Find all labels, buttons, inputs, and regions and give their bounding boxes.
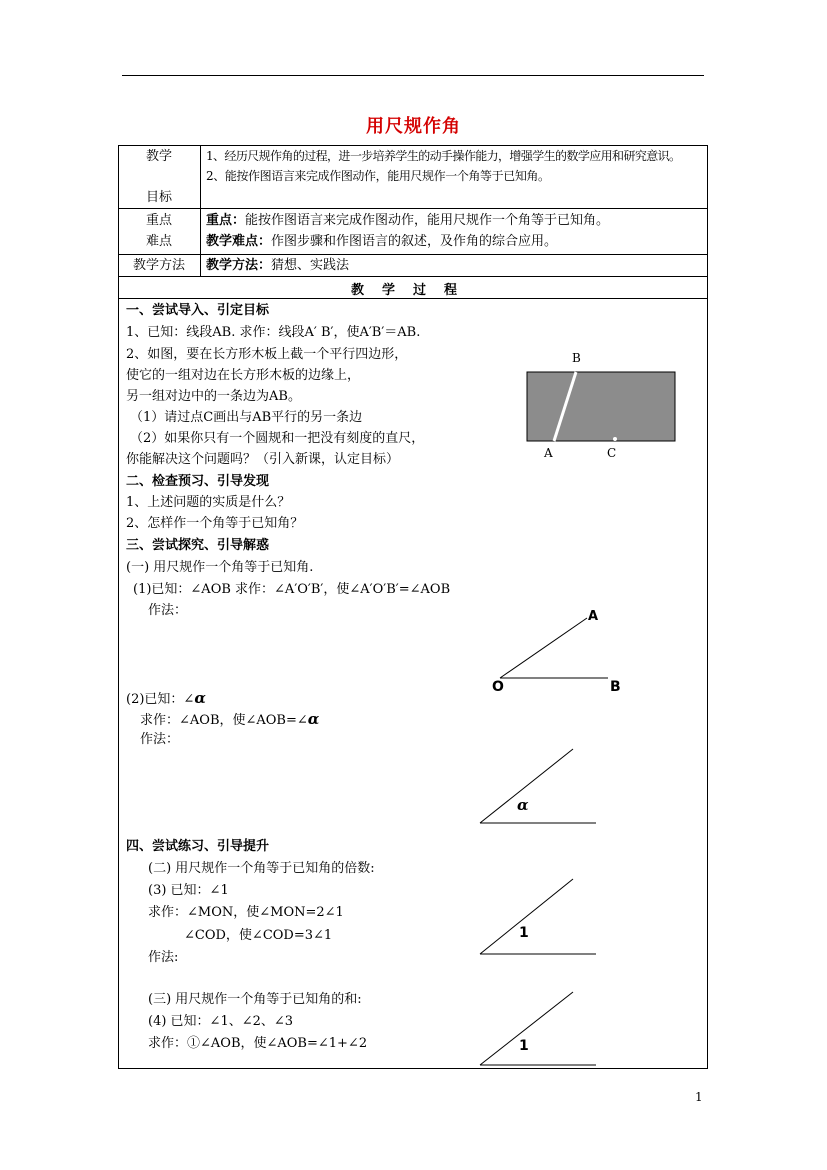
s4-problem-3-method: 作法: xyxy=(148,950,179,965)
angle-alpha-figure xyxy=(478,745,608,830)
difficulty-text: 作图步骤和作图语言的叙述，及作角的综合应用。 xyxy=(271,234,558,249)
key-label-top: 重点 xyxy=(145,213,172,228)
alpha-symbol: α xyxy=(307,710,320,728)
ray-oa xyxy=(500,618,587,678)
fig1-label-b: B xyxy=(610,679,621,695)
s1-item-1: 1、已知：线段AB. 求作：线段A′ B′，使A′B′＝AB. xyxy=(126,325,421,340)
s4-problem-3-known: (3) 已知：∠1 xyxy=(148,883,229,898)
s3-sub-1: (一) 用尺规作一个角等于已知角. xyxy=(126,560,314,575)
angle-aob-figure xyxy=(490,605,630,695)
s4-problem-3-find-1: 求作：∠MON，使∠MON=2∠1 xyxy=(148,905,344,920)
goal-line-2: 2、能按作图语言来完成作图动作，能用尺规作一个角等于已知角。 xyxy=(206,169,550,183)
method-prefix: 教学方法： xyxy=(206,258,272,273)
s1-item-2-line-2: 使它的一组对边在长方形木板的边缘上， xyxy=(126,368,361,383)
method-line xyxy=(206,259,349,273)
s4-problem-3-find-2: ∠COD，使∠COD=3∠1 xyxy=(184,928,333,943)
s1-question-2: （2）如果你只有一个圆规和一把没有刻度的直尺， xyxy=(130,431,425,446)
page-number: 1 xyxy=(695,1090,703,1104)
goal-line-1: 1、经历尺规作角的过程，进一步培养学生的动手操作能力，增强学生的数学应用和研究意识。 xyxy=(206,149,681,163)
p2-known-text: (2)已知：∠ xyxy=(126,692,195,707)
section-4-heading: 四、尝试练习、引导提升 xyxy=(126,839,270,854)
board-label-c: C xyxy=(607,446,617,460)
fig2-alpha-label: α xyxy=(517,796,529,814)
key-point-text: 能按作图语言来完成作图动作，能用尺规作一个角等于已知角。 xyxy=(245,213,610,228)
s2-item-2: 2、怎样作一个角等于已知角？ xyxy=(126,516,304,531)
goals-label-bottom: 目标 xyxy=(145,190,172,205)
angle1-ray-upper xyxy=(480,879,573,954)
s2-item-1: 1、上述问题的实质是什么？ xyxy=(126,495,291,510)
key-label-bottom: 难点 xyxy=(145,234,172,249)
angle-1-figure-b xyxy=(478,989,608,1069)
fig4-angle-label: 1 xyxy=(519,1038,529,1054)
fig3-angle-label: 1 xyxy=(519,925,529,941)
angle-1-figure-a xyxy=(478,876,608,961)
s3-problem-2-find xyxy=(140,711,319,728)
difficulty-prefix: 教学难点： xyxy=(206,234,272,249)
method-value: 猜想、实践法 xyxy=(271,258,350,273)
fig1-label-a: A xyxy=(588,609,599,624)
s1-question-3: 你能解决这个问题吗？（引入新课，认定目标） xyxy=(126,452,400,467)
s4-sub-3: (三) 用尺规作一个角等于已知角的和: xyxy=(148,992,362,1007)
s1-item-2-line-3: 另一组对边中的一条边为AB。 xyxy=(126,389,301,404)
s4-problem-4-known: (4) 已知：∠1、∠2、∠3 xyxy=(148,1014,294,1029)
s4-sub-2: (二) 用尺规作一个角等于已知角的倍数: xyxy=(148,861,375,876)
s1-item-2-line-1: 2、如图，要在长方形木板上截一个平行四边形， xyxy=(126,347,408,362)
method-label: 教学方法 xyxy=(132,258,185,273)
goals-label-top: 教学 xyxy=(145,149,172,164)
board-label-a: A xyxy=(544,446,553,460)
s3-problem-1: (1)已知：∠AOB 求作：∠A′O′B′，使∠A′O′B′=∠AOB xyxy=(133,582,451,597)
row-divider xyxy=(118,254,708,255)
difficulty-line xyxy=(206,235,557,249)
point-c xyxy=(613,437,617,441)
key-point-prefix: 重点： xyxy=(206,213,246,228)
header-rule xyxy=(122,75,704,76)
fig1-label-o: O xyxy=(492,679,504,695)
page-title: 用尺规作角 xyxy=(366,116,461,137)
board-rectangle xyxy=(527,372,675,441)
s1-question-1: （1）请过点C画出与AB平行的另一条边 xyxy=(130,410,363,425)
s3-problem-1-method: 作法： xyxy=(148,603,188,618)
section-2-heading: 二、检查预习、引导发现 xyxy=(126,474,270,489)
board-label-b: B xyxy=(572,351,581,365)
process-header: 教学过程 xyxy=(350,283,475,298)
s3-problem-2-known xyxy=(126,690,206,707)
section-1-heading: 一、尝试导入、引定目标 xyxy=(126,303,270,318)
s4-problem-4-find: 求作：①∠AOB，使∠AOB=∠1+∠2 xyxy=(148,1036,368,1051)
key-point-line xyxy=(206,214,609,228)
row-divider xyxy=(118,208,708,209)
alpha-symbol: α xyxy=(194,689,206,707)
p2-find-text: 求作：∠AOB，使∠AOB=∠ xyxy=(140,713,308,728)
row-divider xyxy=(118,276,708,277)
section-3-heading: 三、尝试探究、引导解惑 xyxy=(126,538,270,553)
row-divider xyxy=(118,298,708,299)
s3-problem-2-method: 作法： xyxy=(140,732,180,747)
column-divider xyxy=(200,145,201,276)
